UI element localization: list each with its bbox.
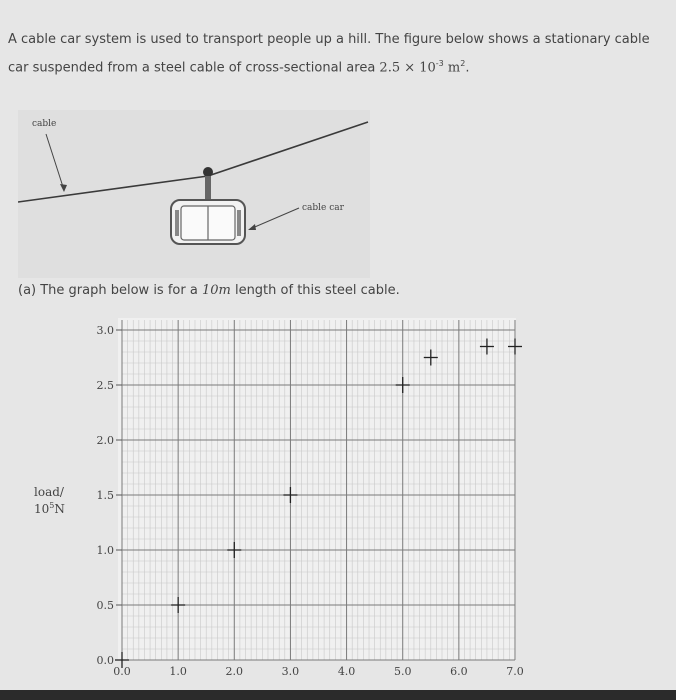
y-tick-labels [97, 324, 115, 667]
area-unit: m [443, 60, 461, 76]
x-tick-label: 0.0 [113, 665, 131, 678]
y-tick-label: 2.5 [96, 379, 114, 392]
question-line-2-prefix: car suspended from a steel cable of cross-sectional area [8, 60, 380, 76]
y-axis-label-unit: N [54, 502, 65, 516]
x-tick-label: 3.0 [281, 665, 300, 678]
area-exponent: -3 [435, 59, 444, 68]
y-tick-label: 0.5 [96, 599, 114, 612]
y-tick-label: 0.0 [96, 654, 114, 667]
x-tick-label: 7.0 [506, 665, 524, 678]
bottom-strip [0, 690, 676, 700]
area-unit-exponent: 2 [460, 59, 466, 68]
y-tick-label: 2.0 [96, 434, 114, 447]
y-axis-label-exponent: 5 [49, 501, 55, 510]
x-tick-labels [113, 665, 524, 678]
x-tick-label: 4.0 [337, 665, 356, 678]
x-tick-label: 1.0 [169, 665, 187, 678]
cable-label: cable [32, 119, 57, 129]
x-tick-label: 2.0 [225, 665, 244, 678]
cable-length: 10m [201, 283, 231, 298]
y-tick-label: 3.0 [96, 324, 114, 337]
x-tick-label: 6.0 [450, 665, 468, 678]
cable-car-label: cable car [302, 203, 344, 213]
question-line-1: A cable car system is used to transport people up a hill. The figure below shows a stationary cable [8, 32, 650, 47]
y-axis-label-line1: load/ [34, 485, 64, 499]
area-end: . [465, 60, 470, 76]
y-tick-label: 1.0 [96, 544, 114, 557]
part-a-prefix: (a) The graph below is for a [18, 283, 202, 298]
part-a-suffix: length of this steel cable. [230, 283, 400, 298]
y-axis-label-base: 10 [34, 502, 50, 516]
x-tick-label: 5.0 [393, 665, 412, 678]
y-tick-label: 1.5 [96, 489, 114, 502]
area-value: 2.5 × 10 [379, 60, 436, 76]
y-axis-label-line2 [34, 501, 65, 516]
